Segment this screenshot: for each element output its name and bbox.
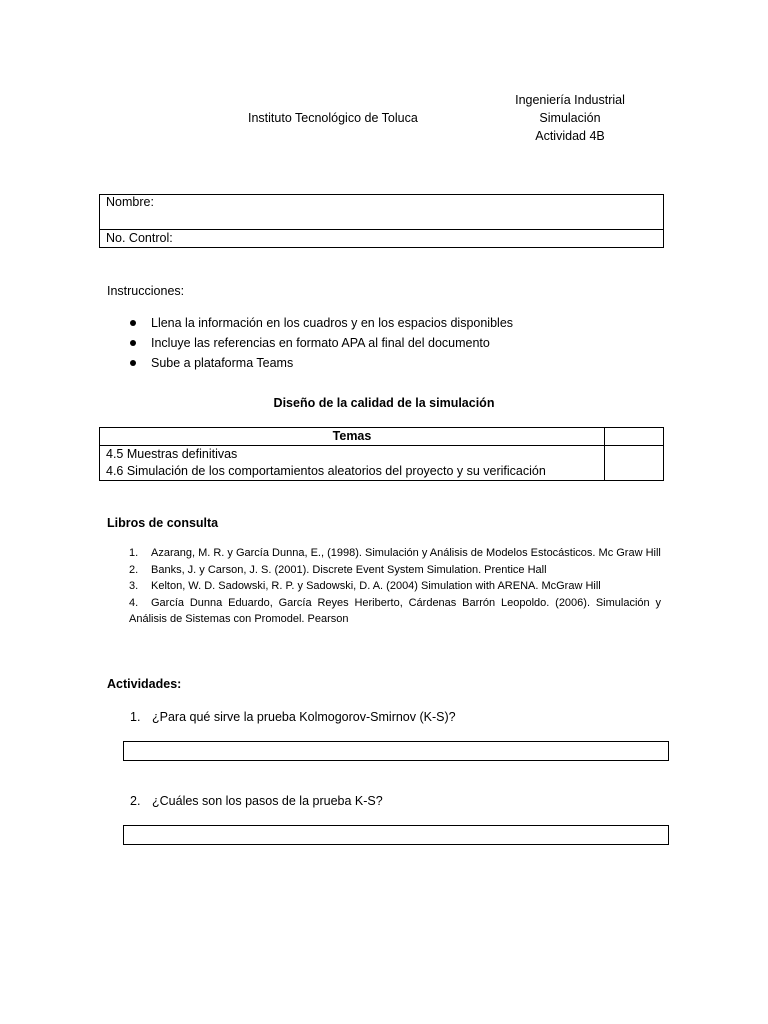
- course-program: Ingeniería Industrial: [515, 93, 625, 107]
- section-title: Diseño de la calidad de la simulación: [273, 396, 495, 410]
- course-info: [490, 91, 650, 145]
- book-reference: García Dunna Eduardo, García Reyes Heriberto, Cárdenas Barrón Leopoldo. (2006). Simulación y Análisis de Sistemas con Promodel. Pearson: [129, 596, 661, 625]
- topics-cell: [100, 446, 605, 481]
- question-number: 1.: [130, 710, 141, 724]
- topics-header-blank: [605, 428, 664, 446]
- question-text: ¿Para qué sirve la prueba Kolmogorov-Smirnov (K-S)?: [152, 710, 456, 724]
- book-reference: Kelton, W. D. Sadowski, R. P. y Sadowski, D. A. (2004) Simulation with ARENA. McGraw Hill: [151, 580, 601, 592]
- course-subject: Simulación: [539, 111, 601, 125]
- instruction-item: Llena la información en los cuadros y en los espacios disponibles: [130, 313, 513, 333]
- name-label: Nombre:: [106, 195, 154, 209]
- topic-row: 4.5 Muestras definitivas: [106, 447, 238, 461]
- books-list: [129, 545, 661, 628]
- topics-check-cell[interactable]: [605, 446, 664, 481]
- control-field[interactable]: [100, 230, 664, 248]
- question-text: ¿Cuáles son los pasos de la prueba K-S?: [152, 794, 383, 808]
- book-item: [129, 562, 661, 579]
- answer-box-2[interactable]: [123, 825, 669, 845]
- activities-title: Actividades:: [107, 677, 182, 691]
- question-2: [130, 792, 383, 810]
- topic-row: 4.6 Simulación de los comportamientos aleatorios del proyecto y su verificación: [106, 464, 546, 478]
- question-number: 2.: [130, 794, 141, 808]
- book-item: [129, 578, 661, 595]
- question-1: [130, 708, 456, 726]
- instructions-title: Instrucciones:: [107, 284, 185, 298]
- course-activity: Actividad 4B: [535, 129, 605, 143]
- books-title: Libros de consulta: [107, 516, 219, 530]
- book-number: 4.: [129, 596, 139, 609]
- control-label: No. Control:: [106, 231, 173, 245]
- book-item: [129, 595, 661, 628]
- book-number: 2.: [129, 563, 139, 576]
- student-info-table: [99, 194, 664, 248]
- name-field[interactable]: [100, 195, 664, 230]
- book-reference: Azarang, M. R. y García Dunna, E., (1998). Simulación y Análisis de Modelos Estocásticos. Mc Graw Hill: [151, 547, 661, 559]
- institute-name: Instituto Tecnológico de Toluca: [248, 111, 418, 125]
- book-item: [129, 545, 661, 562]
- topics-table: [99, 427, 664, 481]
- answer-box-1[interactable]: [123, 741, 669, 761]
- instruction-item: Incluye las referencias en formato APA al final del documento: [130, 333, 513, 353]
- book-number: 3.: [129, 580, 139, 592]
- book-reference: Banks, J. y Carson, J. S. (2001). Discrete Event System Simulation. Prentice Hall: [151, 563, 547, 576]
- instructions-list: [130, 313, 513, 373]
- topics-header: Temas: [100, 428, 605, 446]
- instruction-item: Sube a plataforma Teams: [130, 353, 513, 373]
- book-number: 1.: [129, 547, 139, 559]
